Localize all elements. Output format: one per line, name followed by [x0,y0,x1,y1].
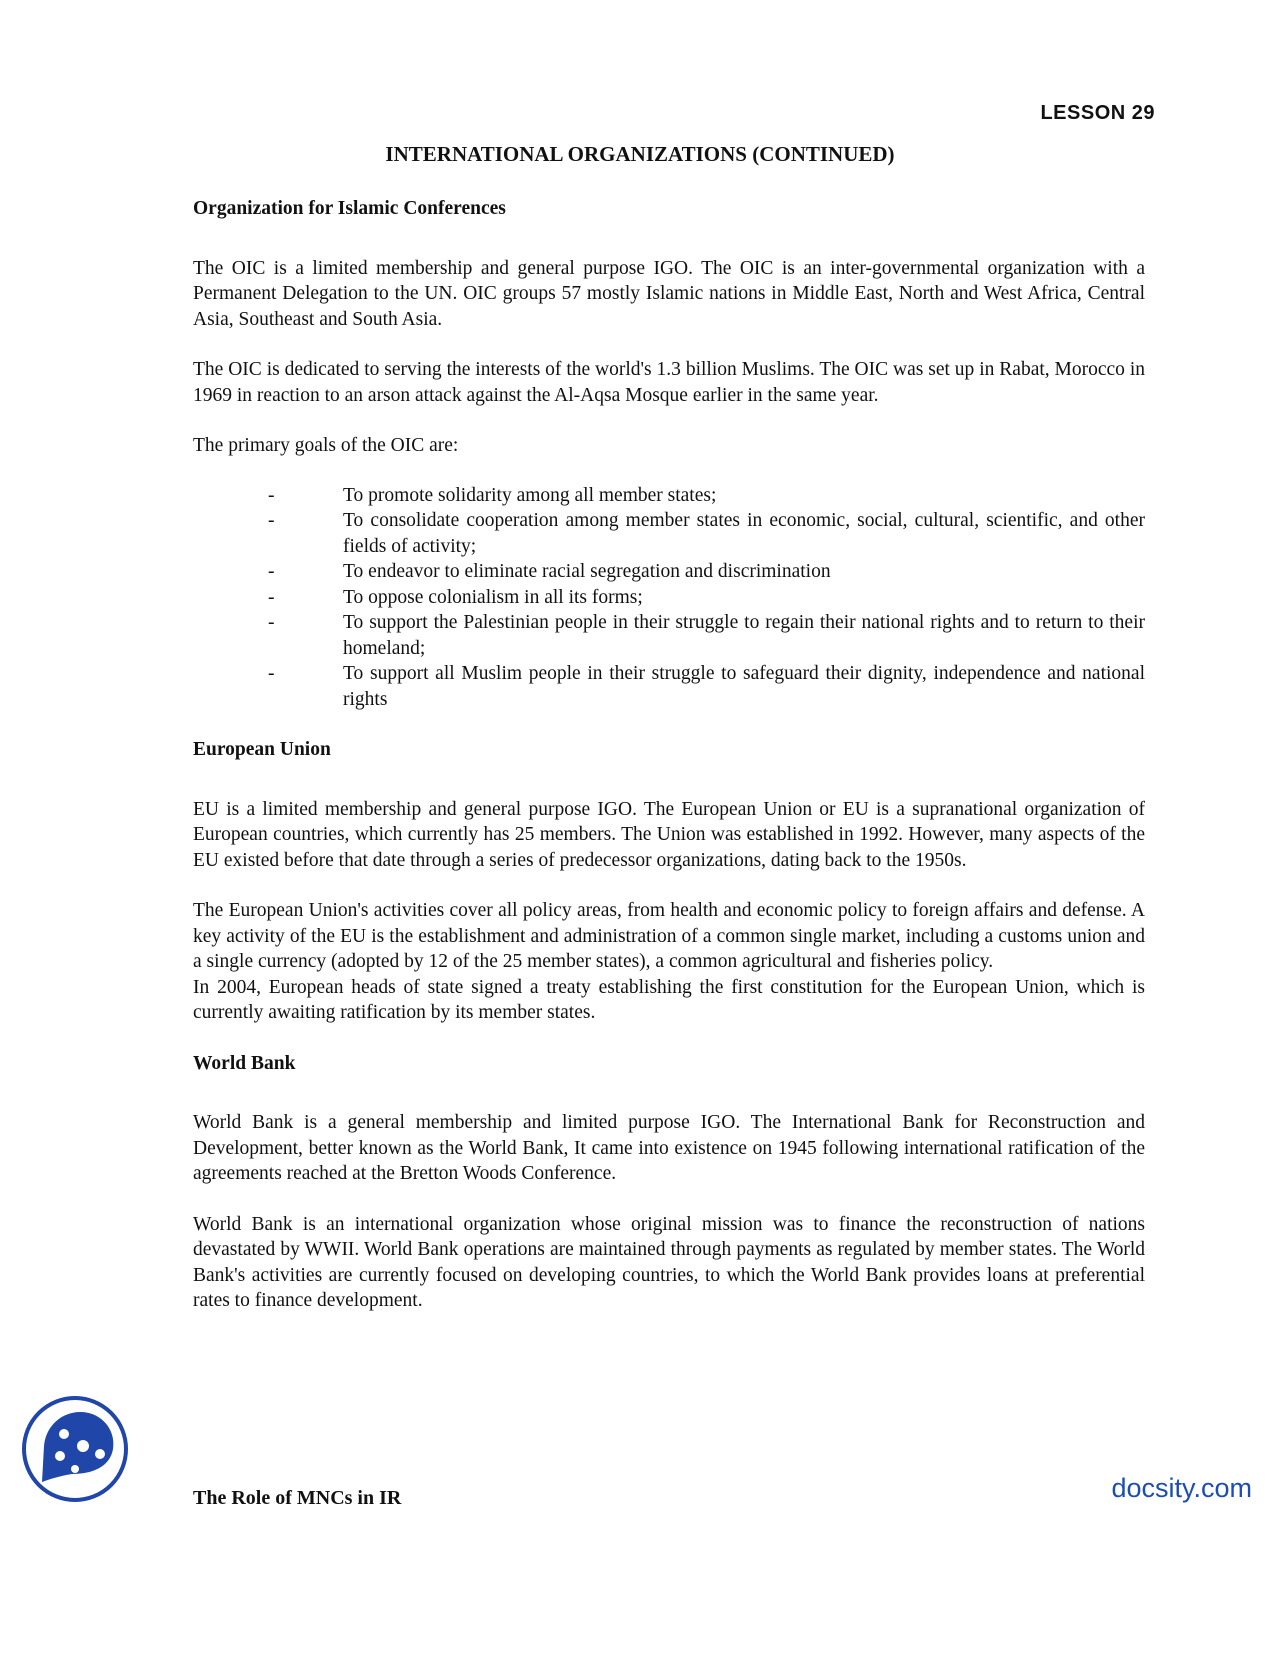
bullet-dash: - [268,663,275,684]
lesson-number: LESSON 29 [1040,102,1155,124]
list-item-text: To support all Muslim people in their struggle to safeguard their dignity, independence and national rights [343,663,1145,710]
section-heading: Organization for Islamic Conferences [193,198,506,219]
section-eu [193,737,1145,1026]
list-item-text: To promote solidarity among all member states; [343,484,717,506]
list-item-text: To endeavor to eliminate racial segregation and discrimination [343,561,831,582]
list-item [193,559,1145,585]
bullet-dash: - [268,484,275,506]
paragraph: The OIC is a limited membership and general purpose IGO. The OIC is an inter-governmental organization with a Permanent Delegation to the UN. OIC groups 57 mostly Islamic nations in Middle East, North and West Africa, Central Asia, Southeast and South Asia. [193,257,1145,330]
bullet-dash: - [268,612,275,633]
list-item [193,585,1145,611]
footer-title: The Role of MNCs in IR [193,1487,402,1509]
docsity-logo-icon [20,1394,130,1504]
list-item [193,483,1145,509]
paragraph: World Bank is a general membership and limited purpose IGO. The International Bank for Reconstruction and Development, better known as the World Bank, It came into existence on 1945 following international ratification of the agreements reached at the Bretton Woods Conference. [193,1112,1145,1184]
list-item-text: To oppose colonialism in all its forms; [343,586,643,608]
paragraph: EU is a limited membership and general purpose IGO. The European Union or EU is a supranational organization of European countries, which currently has 25 members. The Union was established in 1992. However, many aspects of the EU existed before that date through a series of predecessor organizations, dating back to the 1950s. [193,798,1145,871]
paragraph: The OIC is dedicated to serving the interests of the world's 1.3 billion Muslims. The OIC was set up in Rabat, Morocco in 1969 in reaction to an arson attack against the Al-Aqsa Mosque earlier in the same year. [193,359,1145,406]
bullet-dash: - [268,510,275,531]
section-world-bank [193,1051,1145,1314]
list-item-text: To support the Palestinian people in their struggle to regain their national rights and to return to their homeland; [343,612,1145,659]
section-oic [193,196,1145,712]
bullet-dash: - [268,586,275,608]
paragraph: World Bank is an international organization whose original mission was to finance the reconstruction of nations devastated by WWII. World Bank operations are maintained through payments as regulated by member states. The World Bank's activities are currently focused on developing countries, to which the World Bank provides loans at preferential rates to finance development. [193,1213,1145,1311]
list-item [193,610,1145,661]
docsity-brand-link[interactable]: docsity.com [1111,1473,1252,1503]
paragraph: The European Union's activities cover all policy areas, from health and economic policy to foreign affairs and defense. A key activity of the EU is the establishment and administration of a common single market, including a customs union and a single currency (adopted by 12 of the 25 member states), a common agricultural and fisheries policy. [193,900,1145,972]
list-item [193,508,1145,559]
bullet-dash: - [268,561,275,582]
list-item-text: To consolidate cooperation among member states in economic, social, cultural, scientific, and other fields of activity; [343,510,1145,557]
section-heading: European Union [193,739,331,760]
list-item [193,661,1145,712]
page-title: INTERNATIONAL ORGANIZATIONS (CONTINUED) [385,142,895,166]
section-heading: World Bank [193,1052,296,1074]
paragraph: The primary goals of the OIC are: [193,435,459,456]
document-body [193,196,1145,1339]
paragraph: In 2004, European heads of state signed a treaty establishing the first constitution for the European Union, which is currently awaiting ratification by its member states. [193,976,1145,1023]
goals-list [193,483,1145,713]
